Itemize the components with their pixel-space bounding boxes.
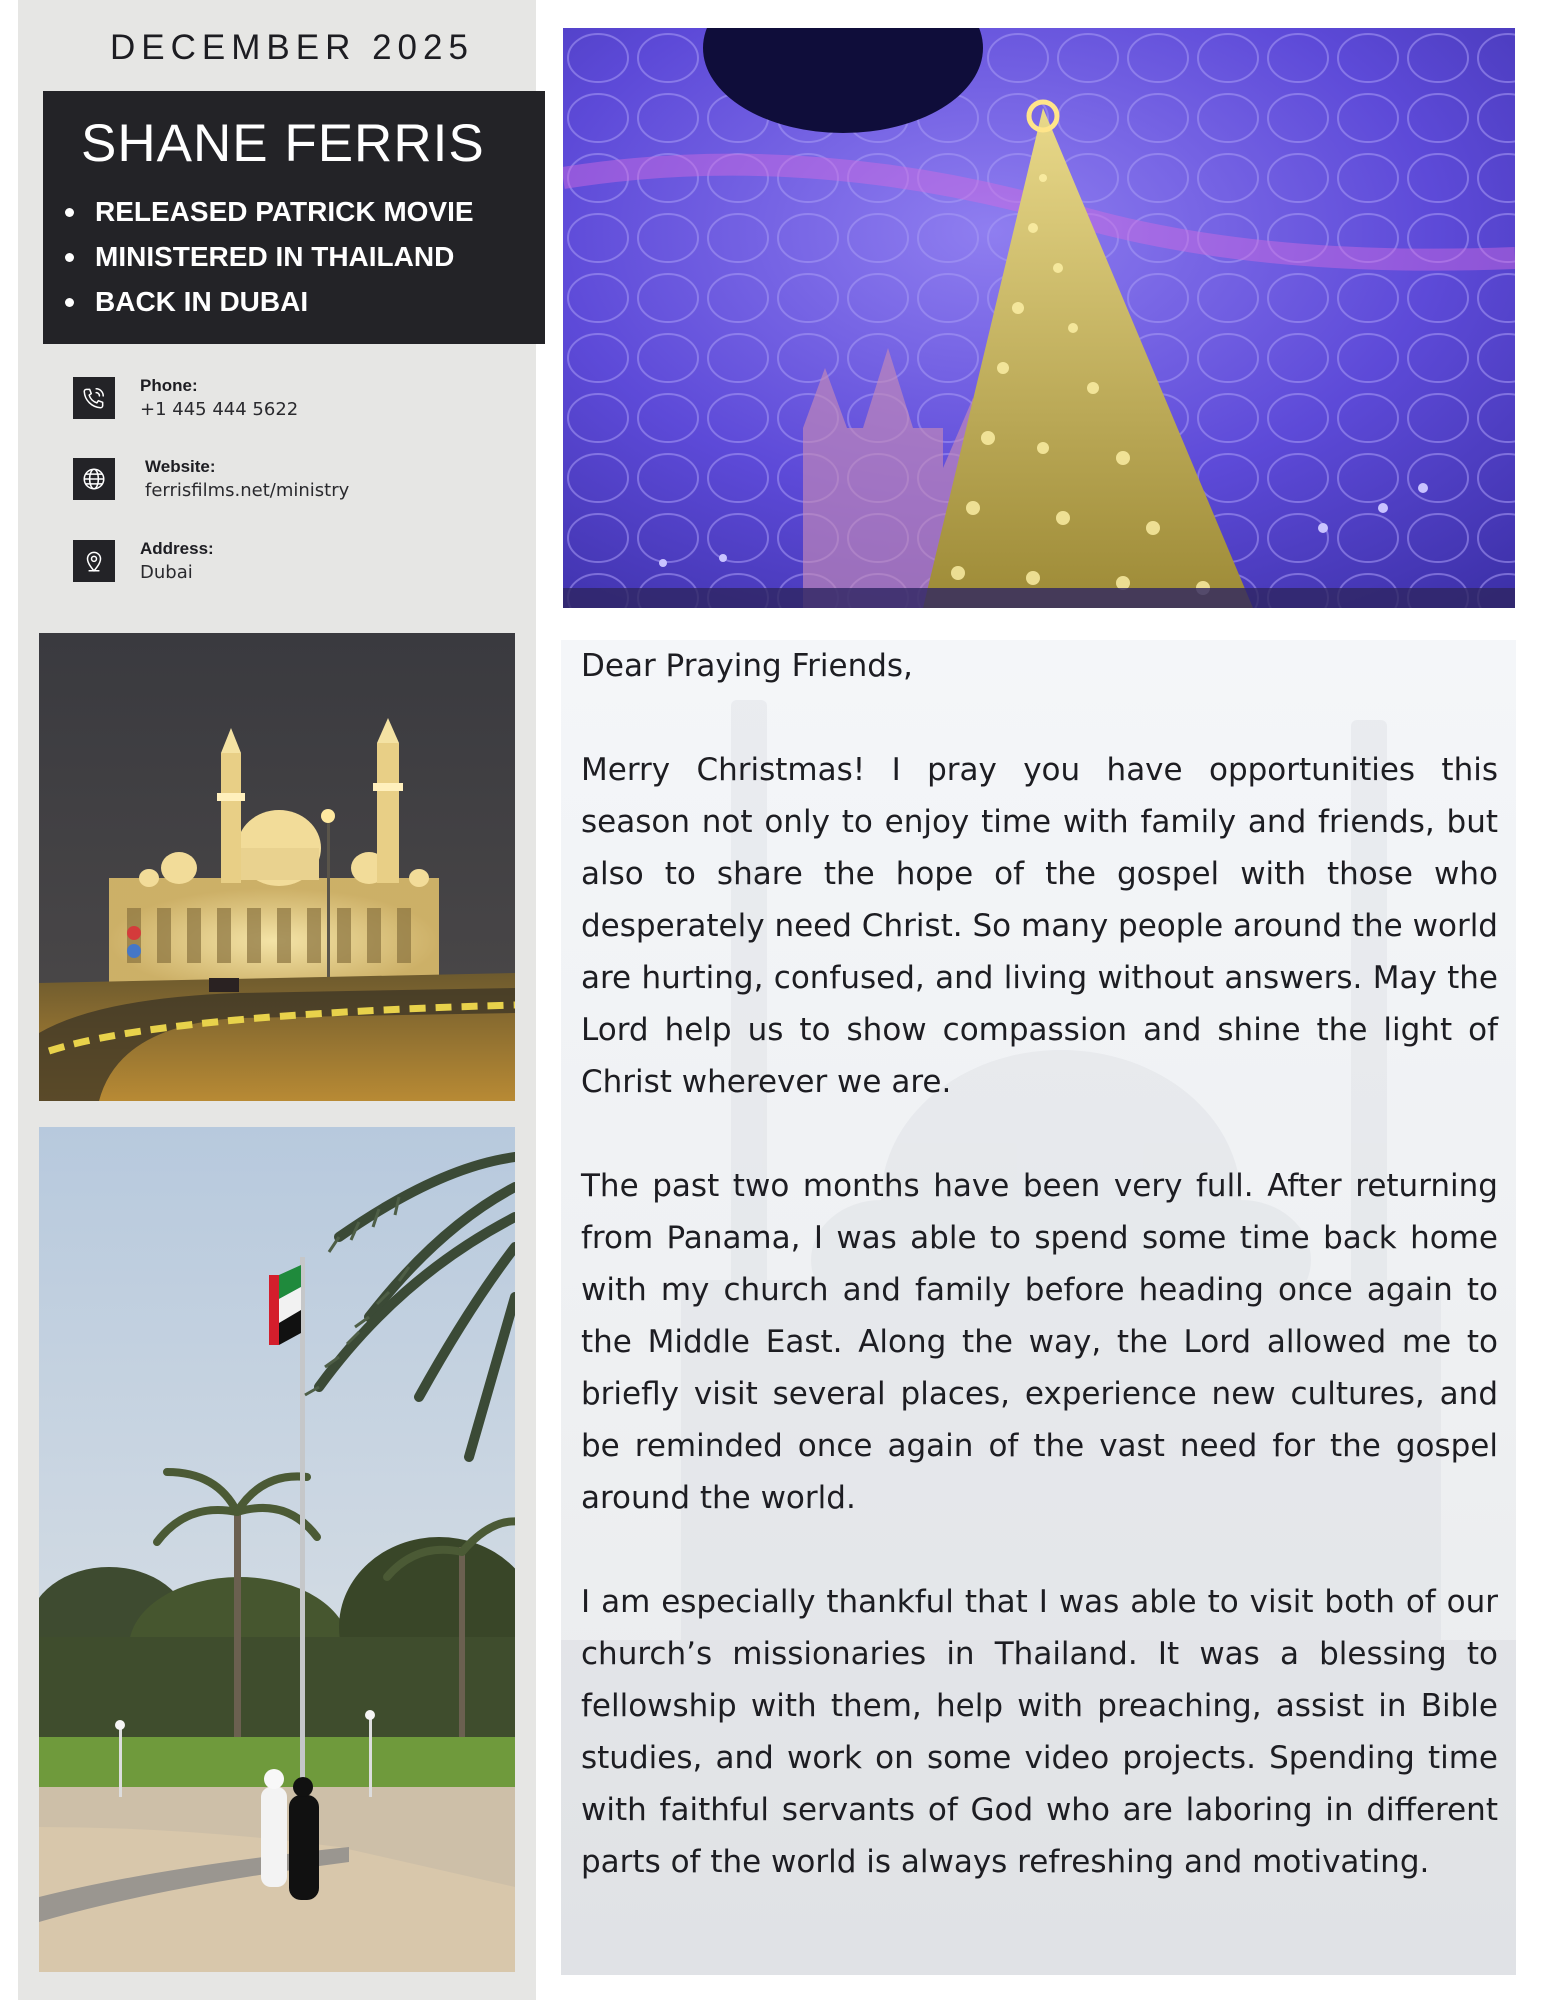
contact-address xyxy=(73,538,513,588)
profile-card xyxy=(43,91,545,344)
letter-paragraph: Merry Christmas! I pray you have opportunities this season not only to enjoy time with family and friends, but also to share the hope of the gospel with those who desperately need Christ. So many people around the world are hurting, confused, and living without answers. May the Lord help us to show compassion and shine the light of Christ wherever we are. xyxy=(581,752,1498,1100)
letter-paragraph: I am especially thankful that I was able to visit both of our church’s missionaries in Thailand. It was a blessing to fellowship with them, help with preaching, assist in Bible studies, and work on some video projects. Spending time with faithful servants of God who are laboring in different parts of the world is always refreshing and motivating. xyxy=(581,1584,1498,1880)
letter-panel xyxy=(561,640,1516,1975)
letter-body xyxy=(581,640,1498,1940)
highlight-item: MINISTERED IN THAILAND xyxy=(65,234,474,279)
address-value: Dubai xyxy=(140,562,193,583)
phone-label: Phone: xyxy=(140,376,198,395)
website-link[interactable]: ferrisfilms.net/ministry xyxy=(145,480,350,501)
highlight-item: RELEASED PATRICK MOVIE xyxy=(65,189,474,234)
contact-website xyxy=(73,456,513,506)
phone-icon xyxy=(73,377,115,419)
highlight-item: BACK IN DUBAI xyxy=(65,279,474,324)
website-label: Website: xyxy=(145,457,216,476)
profile-name: SHANE FERRIS xyxy=(81,114,485,173)
mosque-night-photo xyxy=(39,633,515,1101)
christmas-tree-photo xyxy=(563,28,1515,608)
location-pin-icon xyxy=(73,540,115,582)
phone-number[interactable]: +1 445 444 5622 xyxy=(140,399,299,420)
letter-greeting: Dear Praying Friends, xyxy=(581,648,913,684)
globe-icon xyxy=(73,458,115,500)
contact-phone xyxy=(73,375,513,425)
flag-park-photo xyxy=(39,1127,515,1972)
highlights-list xyxy=(65,189,474,324)
address-label: Address: xyxy=(140,539,214,558)
letter-paragraph: The past two months have been very full. After returning from Panama, I was able to spend some time back home with my church and family before heading once again to the Middle East. Along the way, the Lord allowed me to briefly visit several places, experience new cultures, and be reminded once again of the vast need for the gospel around the world. xyxy=(581,1168,1498,1516)
sidebar xyxy=(18,0,536,2000)
newsletter-date: DECEMBER 2025 xyxy=(110,28,474,67)
